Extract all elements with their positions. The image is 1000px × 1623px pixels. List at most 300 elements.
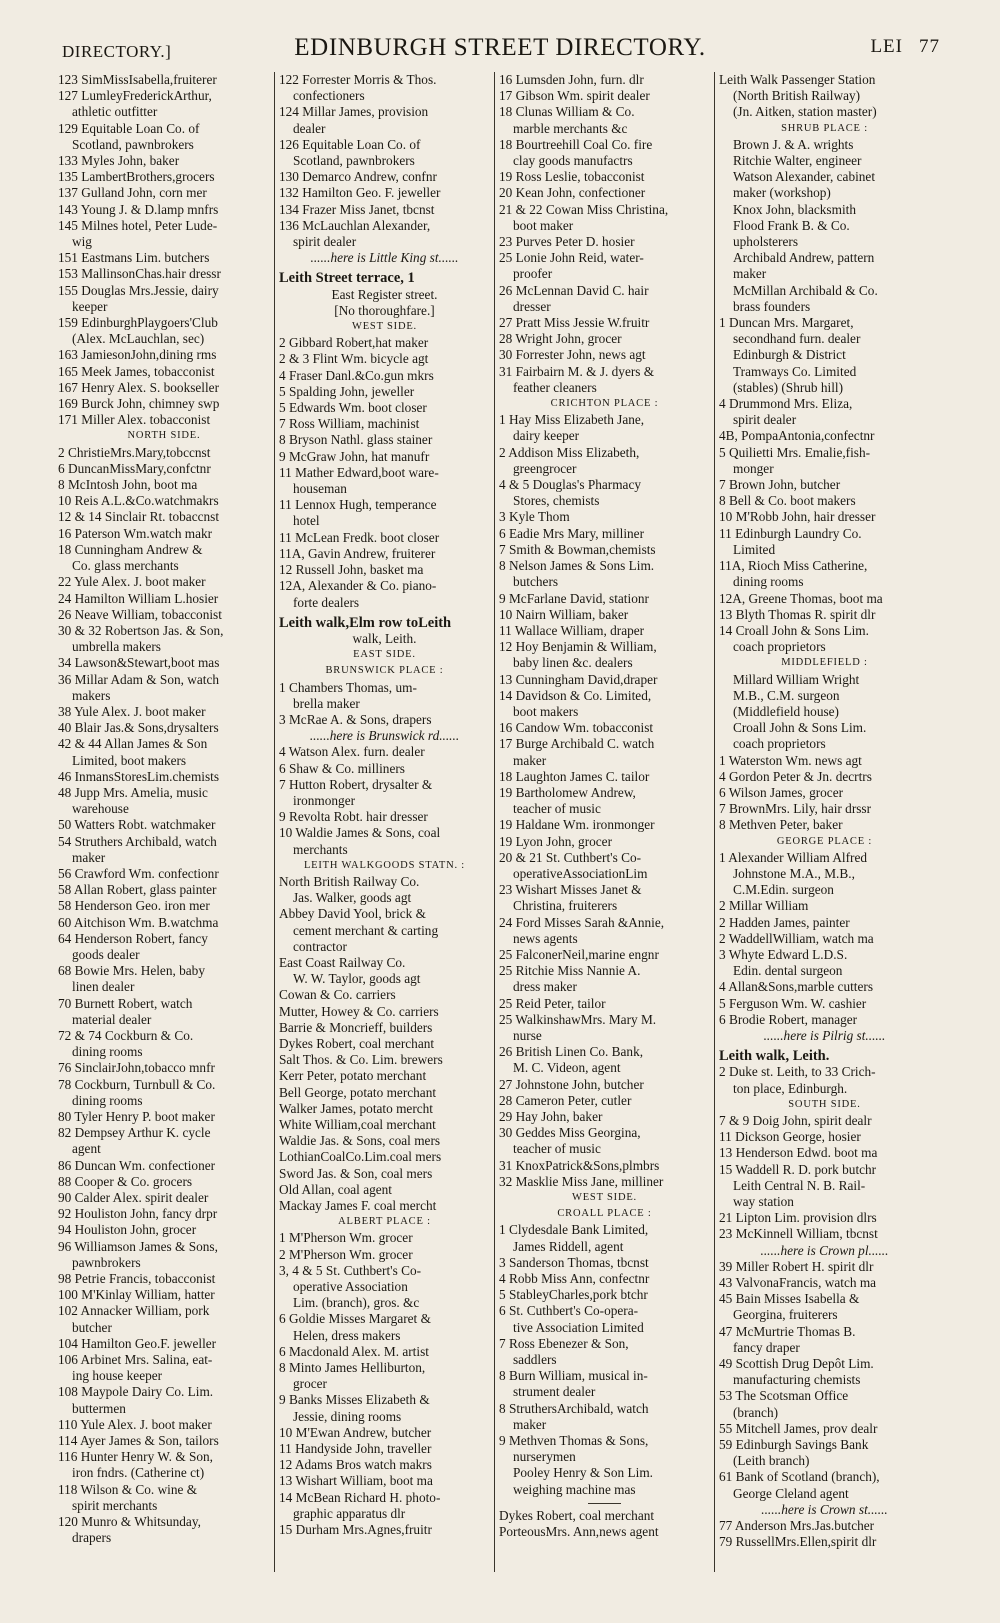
entry-continuation: maker [733, 266, 767, 282]
directory-entry: Old Allan, coal agent [279, 1181, 392, 1197]
entry-continuation: goods dealer [72, 946, 140, 962]
entry-continuation: Watson Alexander, cabinet [733, 169, 876, 185]
directory-entry: 10 M'Robb John, hair dresser [719, 509, 876, 525]
street-note: East Register street. [331, 286, 438, 302]
directory-entry: 153 MallinsonChas.hair dressr [58, 266, 221, 282]
directory-entry: 1 Duncan Mrs. Margaret, [719, 315, 854, 331]
directory-entry: 6 Brodie Robert, manager [719, 1011, 858, 1027]
directory-entry: 9 Methven Thomas & Sons, [499, 1433, 649, 1449]
directory-entry: 30 Forrester John, news agt [499, 347, 646, 363]
entry-continuation: butchers [513, 574, 559, 590]
directory-entry: 39 Miller Robert H. spirit dlr [719, 1258, 874, 1274]
directory-entry: 134 Frazer Miss Janet, tbcnst [279, 201, 435, 217]
entry-continuation: (stables) (Shrub hill) [733, 379, 844, 395]
directory-entry: 12 Adams Bros watch makrs [279, 1457, 432, 1473]
entry-continuation: George Cleland agent [733, 1485, 849, 1501]
directory-entry: 8 Nelson James & Sons Lim. [499, 558, 655, 574]
directory-entry: 16 Paterson Wm.watch makr [58, 525, 213, 541]
place-heading: NORTH SIDE. [127, 430, 201, 442]
directory-column-4 [714, 72, 934, 1572]
entry-continuation: Helen, dress makers [293, 1327, 401, 1343]
directory-entry: 86 Duncan Wm. confectioner [58, 1157, 216, 1173]
directory-entry: 143 Young J. & D.lamp mnfrs [58, 201, 219, 217]
directory-entry: 129 Equitable Loan Co. of [58, 120, 200, 136]
directory-entry: 6 Goldie Misses Margaret & [279, 1311, 431, 1327]
entry-continuation: makers [72, 687, 111, 703]
directory-entry: 26 Neave William, tobacconist [58, 606, 222, 622]
directory-entry: 11 Dickson George, hosier [719, 1129, 861, 1145]
directory-entry: 159 EdinburghPlaygoers'Club [58, 315, 218, 331]
directory-entry: 5 Quilietti Mrs. Emalie,fish- [719, 444, 871, 460]
entry-continuation: greengrocer [513, 460, 577, 476]
directory-entry: Leith Walk Passenger Station [719, 72, 876, 87]
entry-continuation: ironmonger [293, 792, 356, 808]
entry-continuation: teacher of music [513, 1141, 601, 1157]
entry-continuation: Limited, boot makers [72, 752, 187, 768]
directory-entry: East Coast Railway Co. [279, 954, 406, 970]
directory-entry: 12 Hoy Benjamin & William, [499, 639, 657, 655]
entry-continuation: Brown J. & A. wrights [733, 136, 854, 152]
entry-continuation: saddlers [513, 1352, 557, 1368]
directory-entry: 14 Davidson & Co. Limited, [499, 687, 652, 703]
directory-entry: 88 Cooper & Co. grocers [58, 1173, 193, 1189]
entry-continuation: pawnbrokers [72, 1254, 141, 1270]
directory-entry: 18 Cunningham Andrew & [58, 541, 203, 557]
entry-continuation: maker [513, 1416, 547, 1432]
cross-street-note: ......here is Little King st...... [310, 250, 459, 266]
entry-continuation: drapers [72, 1530, 112, 1546]
entry-continuation: Georgina, fruiterers [733, 1307, 838, 1323]
street-heading: Leith walk,Elm row toLeith [279, 614, 452, 631]
directory-entry: 3 Kyle Thom [499, 509, 570, 525]
entry-continuation: brass founders [733, 298, 811, 314]
entry-continuation: iron fndrs. (Catherine ct) [72, 1465, 205, 1481]
directory-entry: 9 McFarlane David, stationr [499, 590, 649, 606]
directory-entry: 26 McLennan David C. hair [499, 282, 649, 298]
entry-continuation: monger [733, 460, 774, 476]
directory-entry: 133 Myles John, baker [58, 153, 180, 169]
place-heading: ALBERT PLACE : [338, 1216, 431, 1228]
directory-entry: LothianCoalCo.Lim.coal mers [279, 1149, 442, 1165]
directory-entry: 4B, PompaAntonia,confectnr [719, 428, 875, 444]
street-heading: Leith Street terrace, 1 [279, 270, 415, 287]
directory-entry: 45 Bain Misses Isabella & [719, 1291, 860, 1307]
entry-continuation: dining rooms [72, 1092, 143, 1108]
entry-continuation: way station [733, 1194, 794, 1210]
running-head-left: DIRECTORY.] [62, 42, 172, 61]
directory-entry: 100 M'Kinlay William, hatter [58, 1287, 215, 1303]
directory-entry: 4 Watson Alex. furn. dealer [279, 744, 425, 760]
entry-continuation: (North British Railway) [733, 88, 861, 104]
directory-entry: 29 Hay John, baker [499, 1109, 603, 1124]
directory-entry: 13 Henderson Edwd. boot ma [719, 1145, 878, 1161]
directory-entry: 171 Miller Alex. tobacconist [58, 412, 211, 428]
entry-continuation: buttermen [72, 1400, 126, 1416]
directory-entry: 5 StableyCharles,pork btchr [499, 1287, 648, 1303]
directory-entry: 15 Waddell R. D. pork butchr [719, 1161, 877, 1177]
section-code: LEI [870, 36, 903, 57]
directory-entry: 53 The Scotsman Office [719, 1388, 849, 1404]
entry-continuation: Stores, chemists [513, 493, 600, 509]
entry-continuation: M.B., C.M. surgeon [733, 687, 840, 703]
directory-entry: Salt Thos. & Co. Lim. brewers [279, 1052, 443, 1068]
directory-entry: 10 Reis A.L.&Co.watchmakrs [58, 493, 219, 509]
entry-continuation: dairy keeper [513, 428, 580, 444]
directory-entry: 9 Revolta Robt. hair dresser [279, 809, 428, 825]
directory-entry: 24 Hamilton William L.hosier [58, 590, 219, 606]
directory-entry: 18 Laughton James C. tailor [499, 768, 650, 784]
place-heading: MIDDLEFIELD : [781, 657, 868, 669]
directory-entry: 11 Edinburgh Laundry Co. [719, 525, 862, 541]
entry-continuation: Archibald Andrew, pattern [733, 250, 875, 266]
directory-entry: 3, 4 & 5 St. Cuthbert's Co- [279, 1262, 422, 1278]
directory-entry: Bell George, potato merchant [279, 1084, 437, 1100]
entry-continuation: Flood Frank B. & Co. [733, 217, 850, 233]
directory-entry: Sword Jas. & Son, coal mers [279, 1165, 433, 1181]
directory-entry: Dykes Robert, coal merchant [279, 1035, 435, 1051]
entry-continuation: (Jn. Aitken, station master) [733, 104, 877, 120]
entry-continuation: upholsterers [733, 234, 798, 250]
directory-entry: 25 Lonie John Reid, water- [499, 250, 644, 266]
directory-entry: 96 Williamson James & Sons, [58, 1238, 218, 1254]
directory-entry: 32 Masklie Miss Jane, milliner [499, 1173, 664, 1189]
directory-entry: 106 Arbinet Mrs. Salina, eat- [58, 1352, 213, 1368]
directory-entry: 12 Russell John, basket ma [279, 562, 424, 578]
entry-continuation: operative Association [293, 1279, 408, 1295]
place-heading: GEORGE PLACE : [776, 835, 873, 847]
directory-entry: 4 Fraser Danl.&Co.gun mkrs [279, 367, 434, 383]
directory-entry: White William,coal merchant [279, 1117, 436, 1132]
directory-entry: 31 KnoxPatrick&Sons,plmbrs [499, 1157, 660, 1173]
entry-continuation: confectioners [293, 88, 365, 104]
directory-entry: 12 & 14 Sinclair Rt. tobaccnst [58, 509, 220, 525]
entry-continuation: baby linen &c. dealers [513, 655, 633, 671]
directory-entry: 78 Cockburn, Turnbull & Co. [58, 1076, 216, 1092]
directory-entry: 2 ChristieMrs.Mary,tobccnst [58, 444, 211, 460]
entry-continuation: brella maker [293, 695, 360, 711]
directory-entry: 60 Aitchison Wm. B.watchma [58, 914, 219, 930]
entry-continuation: spirit merchants [72, 1497, 158, 1513]
directory-entry: Waldie Jas. & Sons, coal mers [279, 1133, 441, 1149]
directory-entry: 8 Bryson Nathl. glass stainer [279, 432, 433, 448]
directory-entry: 54 Struthers Archibald, watch [58, 833, 217, 849]
directory-entry: 19 Ross Leslie, tobacconist [499, 169, 645, 185]
directory-entry: 108 Maypole Dairy Co. Lim. [58, 1384, 214, 1400]
directory-entry: 82 Dempsey Arthur K. cycle [58, 1125, 211, 1141]
entry-continuation: manufacturing chemists [733, 1372, 861, 1388]
entry-continuation: proofer [513, 266, 553, 282]
directory-entry: 118 Wilson & Co. wine & [58, 1481, 198, 1497]
directory-entry: 130 Demarco Andrew, confnr [279, 169, 437, 185]
entry-continuation: coach proprietors [733, 639, 826, 655]
entry-continuation: Limited [733, 541, 776, 557]
directory-entry: 11 Lennox Hugh, temperance [279, 497, 437, 513]
place-heading: SHRUB PLACE : [781, 122, 868, 134]
directory-entry: 132 Hamilton Geo. F. jeweller [279, 185, 441, 201]
entry-continuation: (Middlefield house) [733, 703, 839, 719]
directory-entry: Barrie & Moncrieff, builders [279, 1019, 433, 1035]
directory-entry: 48 Jupp Mrs. Amelia, music [58, 784, 208, 800]
directory-entry: 47 McMurtrie Thomas B. [719, 1323, 856, 1339]
entry-continuation: ton place, Edinburgh. [733, 1080, 848, 1096]
directory-entry: 2 M'Pherson Wm. grocer [279, 1246, 413, 1262]
directory-entry: 11 McLean Fredk. boot closer [279, 529, 440, 545]
directory-entry: Mackay James F. coal mercht [279, 1198, 437, 1214]
directory-entry: 1 Hay Miss Elizabeth Jane, [499, 412, 645, 428]
directory-entry: 8 Bell & Co. boot makers [719, 493, 856, 509]
place-heading: LEITH WALKGOODS STATN. : [303, 859, 466, 871]
cross-street-note: ......here is Crown st...... [761, 1501, 888, 1517]
entry-continuation: Edinburgh & District [733, 347, 846, 363]
directory-entry: 7 Ross William, machinist [279, 416, 420, 432]
directory-entry: 17 Burge Archibald C. watch [499, 736, 655, 752]
entry-continuation: material dealer [72, 1011, 152, 1027]
directory-entry: 11 Wallace William, draper [499, 622, 645, 638]
entry-continuation: Lim. (branch), gros. &c [293, 1295, 420, 1311]
entry-continuation: umbrella makers [72, 639, 161, 655]
directory-entry: 15 Durham Mrs.Agnes,fruitr [279, 1522, 432, 1538]
directory-entry: 116 Hunter Henry W. & Son, [58, 1449, 213, 1465]
directory-entry: 46 InmansStoresLim.chemists [58, 768, 220, 784]
directory-entry: 18 Clunas William & Co. [499, 104, 635, 120]
entry-continuation: (Alex. McLauchlan, sec) [72, 331, 205, 347]
directory-column-2 [274, 72, 494, 1572]
entry-continuation: fancy draper [733, 1339, 800, 1355]
entry-continuation: nurserymen [513, 1449, 576, 1465]
entry-continuation: coach proprietors [733, 736, 826, 752]
directory-entry: 6 Macdonald Alex. M. artist [279, 1343, 429, 1359]
place-heading: BRUNSWICK PLACE : [325, 665, 444, 677]
directory-entry: 56 Crawford Wm. confectionr [58, 865, 219, 881]
entry-continuation: maker [72, 849, 106, 865]
directory-entry: 124 Millar James, provision [279, 104, 429, 120]
entry-continuation: keeper [72, 298, 108, 314]
entry-continuation: dresser [513, 298, 551, 314]
directory-entry: 123 SimMissIsabella,fruiterer [58, 72, 217, 87]
entry-continuation: maker (workshop) [733, 185, 831, 201]
directory-entry: 145 Milnes hotel, Peter Lude- [58, 217, 218, 233]
entry-continuation: tive Association Limited [513, 1319, 644, 1335]
directory-entry: 126 Equitable Loan Co. of [279, 136, 421, 152]
directory-entry: 72 & 74 Cockburn & Co. [58, 1027, 194, 1043]
entry-continuation: dealer [293, 120, 326, 136]
street-heading: Leith walk, Leith. [719, 1048, 830, 1065]
entry-continuation: athletic outfitter [72, 104, 158, 120]
directory-entry: 3 McRae A. & Sons, drapers [279, 711, 432, 727]
directory-entry: 43 ValvonaFrancis, watch ma [719, 1275, 877, 1291]
directory-entry: 10 Nairn William, baker [499, 606, 629, 622]
directory-entry: Mutter, Howey & Co. carriers [279, 1003, 439, 1019]
directory-entry: 127 LumleyFrederickArthur, [58, 88, 212, 104]
entry-continuation: M. C. Videon, agent [513, 1060, 621, 1076]
directory-entry: 14 McBean Richard H. photo- [279, 1489, 441, 1505]
directory-entry: 9 Banks Misses Elizabeth & [279, 1392, 430, 1408]
entry-continuation: boot makers [513, 703, 579, 719]
directory-entry: 8 Minto James Helliburton, [279, 1360, 426, 1376]
directory-entry: 5 Ferguson Wm. W. cashier [719, 995, 867, 1011]
entry-continuation: W. W. Taylor, goods agt [293, 971, 421, 987]
place-heading: SOUTH SIDE. [788, 1098, 861, 1110]
directory-entry: 6 DuncanMissMary,confctnr [58, 460, 211, 476]
directory-entry: 5 Spalding John, jeweller [279, 383, 415, 399]
directory-entry: 2 Gibbard Robert,hat maker [279, 335, 429, 351]
directory-entry: 92 Houliston John, fancy drpr [58, 1206, 218, 1222]
directory-entry: 25 WalkinshawMrs. Mary M. [499, 1011, 657, 1027]
directory-entry: 23 Purves Peter D. hosier [499, 234, 635, 250]
directory-entry: 2 Millar William [719, 898, 809, 914]
directory-entry: 1 Waterston Wm. news agt [719, 752, 862, 768]
directory-entry: 2 Hadden James, painter [719, 914, 850, 930]
directory-column-3 [494, 72, 714, 1572]
directory-entry: 28 Cameron Peter, cutler [499, 1092, 632, 1108]
entry-continuation: linen dealer [72, 979, 135, 995]
directory-entry: 23 Wishart Misses Janet & [499, 882, 642, 898]
directory-entry: 76 SinclairJohn,tobacco mnfr [58, 1060, 215, 1076]
entry-continuation: warehouse [72, 801, 129, 817]
directory-entry: 24 Ford Misses Sarah &Annie, [499, 914, 665, 930]
directory-entry: 8 Burn William, musical in- [499, 1368, 648, 1384]
entry-continuation: nurse [513, 1027, 542, 1043]
directory-entry: 34 Lawson&Stewart,boot mas [58, 655, 220, 671]
entry-continuation: houseman [293, 481, 347, 497]
directory-entry: 122 Forrester Morris & Thos. [279, 72, 437, 87]
directory-entry: 19 Haldane Wm. ironmonger [499, 817, 655, 833]
directory-entry: 61 Bank of Scotland (branch), [719, 1469, 880, 1485]
separator-rule [499, 1498, 710, 1508]
entry-continuation: operativeAssociationLim [513, 865, 648, 881]
directory-entry: Kerr Peter, potato merchant [279, 1068, 427, 1084]
entry-continuation: spirit dealer [293, 234, 357, 250]
directory-entry: 1 Alexander William Alfred [719, 849, 868, 865]
directory-entry: 13 Blyth Thomas R. spirit dlr [719, 606, 876, 622]
entry-continuation: James Riddell, agent [513, 1238, 624, 1254]
entry-continuation: boot maker [513, 217, 574, 233]
entry-continuation: ing house keeper [72, 1368, 163, 1384]
directory-entry: 12A, Greene Thomas, boot ma [719, 590, 883, 606]
street-note: walk, Leith. [352, 630, 417, 646]
directory-entry: 25 FalconerNeil,marine engnr [499, 946, 659, 962]
directory-entry: PorteousMrs. Ann,news agent [499, 1524, 659, 1540]
directory-entry: 10 M'Ewan Andrew, butcher [279, 1424, 432, 1440]
entry-continuation: (Leith branch) [733, 1453, 810, 1469]
directory-entry: 70 Burnett Robert, watch [58, 995, 193, 1011]
directory-entry: 7 & 9 Doig John, spirit dealr [719, 1113, 872, 1128]
directory-entry: 6 Eadie Mrs Mary, milliner [499, 525, 644, 541]
directory-entry: 2 WaddellWilliam, watch ma [719, 930, 874, 946]
place-heading: CROALL PLACE : [557, 1208, 652, 1220]
page-title: EDINBURGH STREET DIRECTORY. [294, 34, 706, 61]
directory-entry: 12A, Alexander & Co. piano- [279, 578, 437, 594]
directory-entry: 30 Geddes Miss Georgina, [499, 1125, 641, 1141]
directory-entry: 137 Gulland John, corn mer [58, 185, 207, 201]
directory-entry: 16 Candow Wm. tobacconist [499, 720, 654, 736]
directory-entry: 4 Gordon Peter & Jn. decrtrs [719, 768, 872, 784]
directory-entry: 135 LambertBrothers,grocers [58, 169, 215, 185]
entry-continuation: clay goods manufactrs [513, 153, 633, 169]
directory-entry: 104 Hamilton Geo.F. jeweller [58, 1335, 217, 1351]
directory-columns [54, 72, 934, 1572]
entry-continuation: forte dealers [293, 594, 360, 610]
directory-entry: 20 & 21 St. Cuthbert's Co- [499, 849, 642, 865]
directory-entry: 40 Blair Jas.& Sons,drysalters [58, 720, 219, 736]
directory-entry: 77 Anderson Mrs.Jas.butcher [719, 1518, 875, 1534]
directory-entry: 19 Lyon John, grocer [499, 833, 613, 849]
directory-entry: 38 Yule Alex. J. boot maker [58, 703, 206, 719]
directory-entry: 6 St. Cuthbert's Co-opera- [499, 1303, 639, 1319]
directory-entry: 55 Mitchell James, prov dealr [719, 1420, 878, 1436]
directory-entry: 4 Robb Miss Ann, confectnr [499, 1271, 650, 1287]
directory-entry: 4 Drummond Mrs. Eliza, [719, 396, 853, 412]
directory-entry: Walker James, potato mercht [279, 1100, 434, 1116]
directory-entry: 58 Allan Robert, glass painter [58, 882, 217, 898]
cross-street-note: ......here is Brunswick rd...... [309, 728, 460, 744]
directory-entry: 18 Bourtreehill Coal Co. fire [499, 136, 653, 152]
entry-continuation: merchants [293, 841, 348, 857]
directory-entry: 22 Yule Alex. J. boot maker [58, 574, 206, 590]
directory-entry: 169 Burck John, chimney swp [58, 396, 220, 412]
directory-entry: 110 Yule Alex. J. boot maker [58, 1416, 212, 1432]
entry-continuation: Scotland, pawnbrokers [72, 136, 194, 152]
directory-entry: 20 Kean John, confectioner [499, 185, 646, 201]
entry-continuation: hotel [293, 513, 320, 529]
directory-entry: 5 Edwards Wm. boot closer [279, 400, 427, 416]
directory-entry: 102 Annacker William, pork [58, 1303, 210, 1319]
directory-entry: 11 Handyside John, traveller [279, 1441, 432, 1457]
entry-continuation: Christina, fruiterers [513, 898, 618, 914]
directory-entry: 17 Gibson Wm. spirit dealer [499, 88, 650, 104]
directory-entry: 50 Watters Robt. watchmaker [58, 817, 216, 833]
directory-entry: 120 Munro & Whitsunday, [58, 1514, 201, 1530]
directory-entry: 8 Methven Peter, baker [719, 817, 843, 833]
directory-entry: 7 Hutton Robert, drysalter & [279, 776, 433, 792]
directory-entry: 2 Addison Miss Elizabeth, [499, 444, 640, 460]
directory-entry: 8 StruthersArchibald, watch [499, 1400, 649, 1416]
entry-continuation: Knox John, blacksmith [733, 201, 856, 217]
entry-continuation: Croall John & Sons Lim. [733, 720, 867, 736]
place-heading: WEST SIDE. [352, 321, 417, 333]
directory-entry: 4 & 5 Douglas's Pharmacy [499, 477, 641, 493]
directory-entry: 7 Brown John, butcher [719, 477, 841, 493]
directory-entry: 21 Lipton Lim. provision dlrs [719, 1210, 877, 1226]
directory-entry: 151 Eastmans Lim. butchers [58, 250, 210, 266]
entry-continuation: dining rooms [72, 1044, 143, 1060]
directory-entry: 90 Calder Alex. spirit dealer [58, 1190, 209, 1206]
entry-continuation: Jessie, dining rooms [293, 1408, 402, 1424]
entry-continuation: dress maker [513, 979, 577, 995]
directory-entry: 80 Tyler Henry P. boot maker [58, 1109, 215, 1124]
directory-entry: North British Railway Co. [279, 873, 420, 889]
directory-entry: 59 Edinburgh Savings Bank [719, 1437, 869, 1453]
entry-continuation: wig [72, 234, 92, 250]
directory-entry: 2 Duke st. Leith, to 33 Crich- [719, 1064, 876, 1080]
directory-entry: 21 & 22 Cowan Miss Christina, [499, 201, 669, 217]
directory-entry: 16 Lumsden John, furn. dlr [499, 72, 644, 87]
directory-entry: 94 Houliston John, grocer [58, 1222, 197, 1238]
entry-continuation: C.M.Edin. surgeon [733, 882, 834, 898]
entry-continuation: Co. glass merchants [72, 558, 179, 574]
directory-entry: 9 McGraw John, hat manufr [279, 448, 430, 464]
entry-continuation: Johnstone M.A., M.B., [733, 865, 855, 881]
directory-entry: 1 Chambers Thomas, um- [279, 679, 417, 695]
directory-entry: 165 Meek James, tobacconist [58, 363, 215, 379]
directory-entry: Cowan & Co. carriers [279, 987, 396, 1003]
directory-entry: 23 McKinnell William, tbcnst [719, 1226, 878, 1242]
directory-entry: 36 Millar Adam & Son, watch [58, 671, 220, 687]
directory-entry: 31 Fairbairn M. & J. dyers & [499, 363, 655, 379]
entry-continuation: Jas. Walker, goods agt [293, 890, 412, 906]
entry-continuation: Ritchie Walter, engineer [733, 153, 862, 169]
entry-continuation: contractor [293, 938, 347, 954]
